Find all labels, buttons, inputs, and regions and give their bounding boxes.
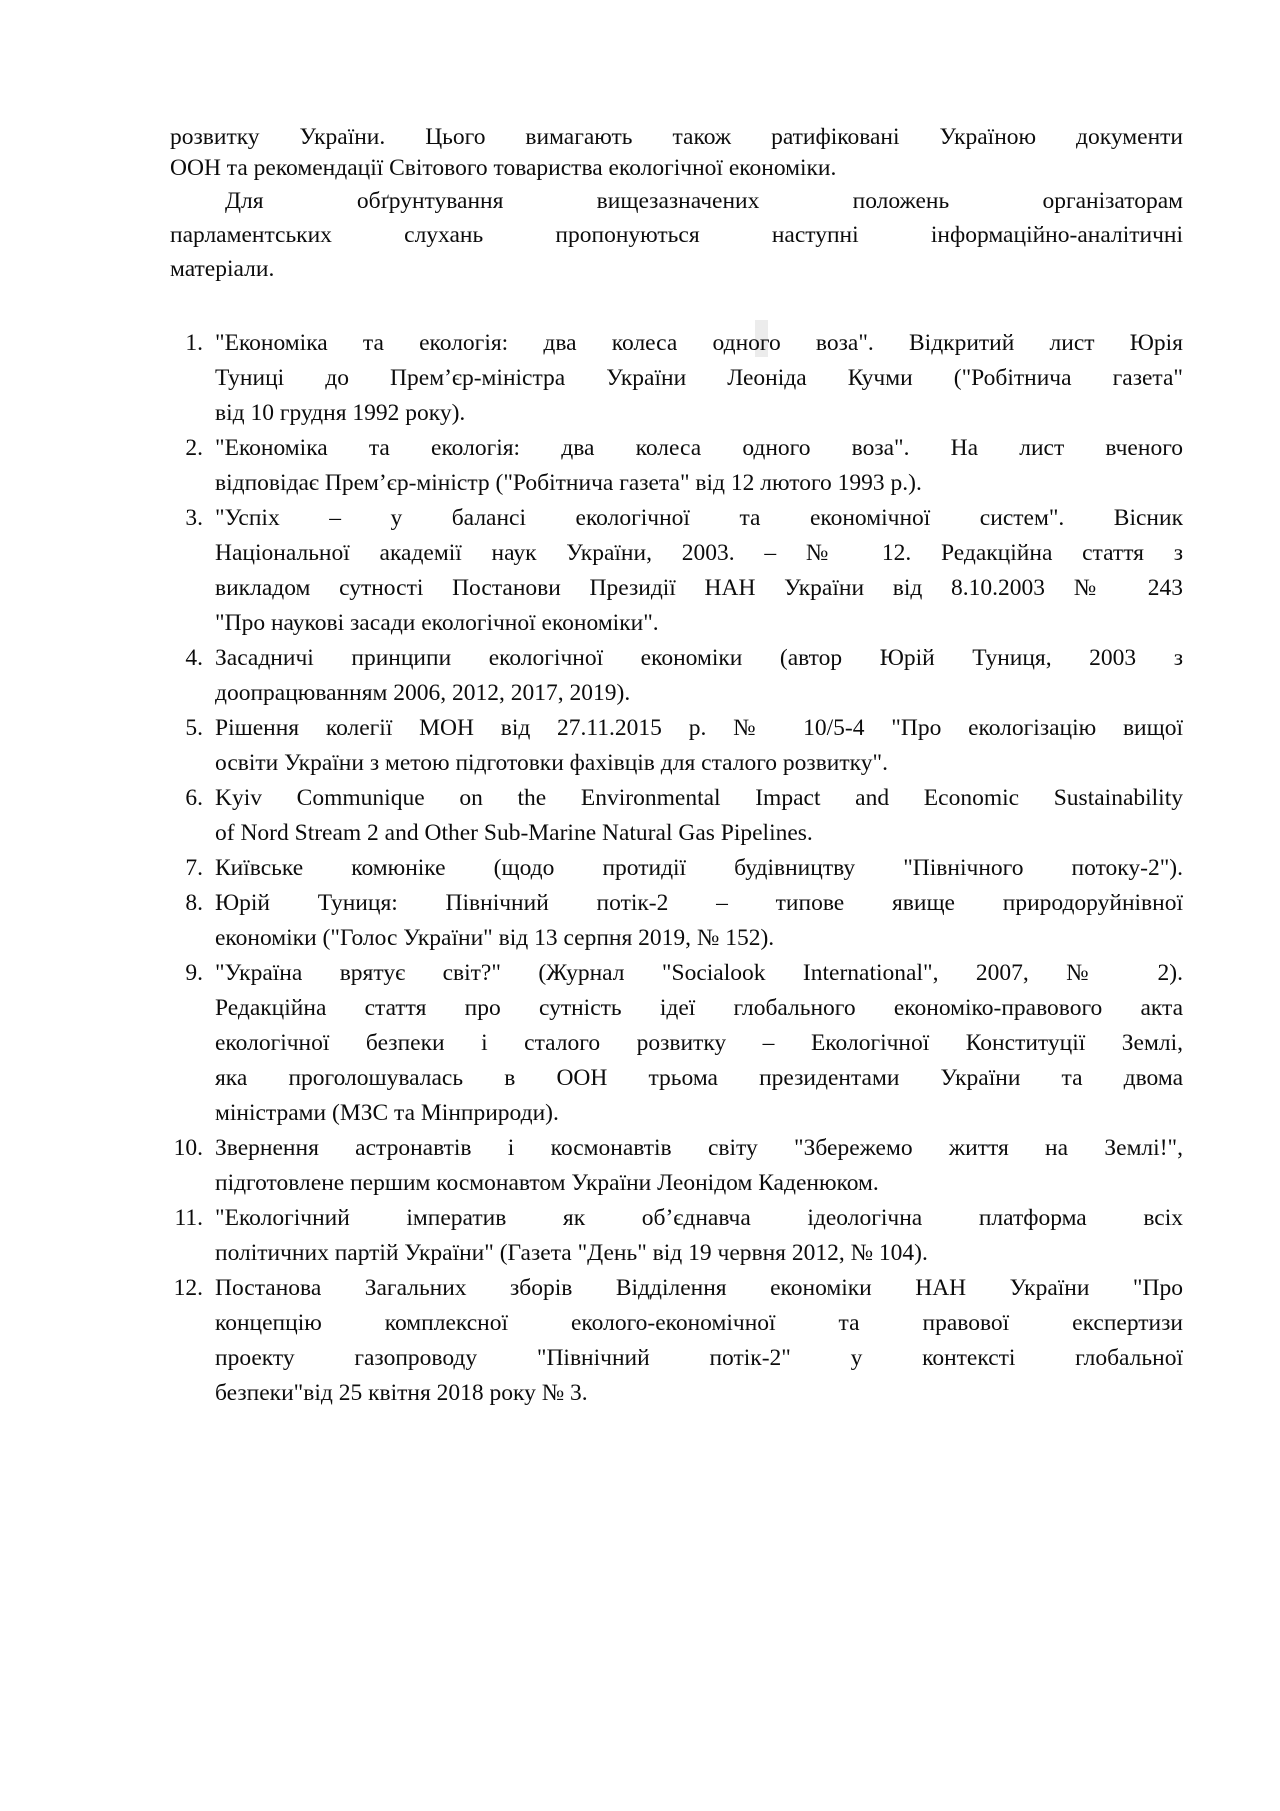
list-item-number: 1. [185,330,203,356]
text-line: Kyiv Communique on the Environmental Impact and Economic Sustainability [215,785,1183,811]
text-line: Звернення астронавтів і космонавтів світу "Збережемо життя на Землі!", [215,1135,1183,1161]
text-line: "Економіка та екологія: два колеса одного воза". Відкритий лист Юрія [215,330,1183,356]
text-line: Київське комюніке (щодо протидії будівництву "Північного потоку-2"). [215,855,1183,881]
text-line: безпеки"від 25 квітня 2018 року № 3. [215,1380,588,1406]
text-line: відповідає Прем’єр-міністр ("Робітнича газета" від 12 лютого 1993 р.). [215,470,922,496]
text-line: Засадничі принципи екологічної економіки (автор Юрій Туниця, 2003 з [215,645,1183,671]
list-item-number: 6. [185,785,203,811]
paragraph [170,184,1183,286]
list-item-text [215,781,1183,851]
materials-list [170,326,1183,1411]
text-line: "Економіка та екологія: два колеса одного воза". На лист вченого [215,435,1183,461]
list-item-text [215,1131,1183,1201]
list-item-text [215,501,1183,641]
list-item-text [215,956,1183,1131]
list-item-text [215,886,1183,956]
text-line: "Україна врятує світ?" (Журнал "Socialook International", 2007, № 2). [215,960,1183,986]
list-item-number: 3. [185,505,203,531]
text-line: Постанова Загальних зборів Відділення економіки НАН України "Про [215,1275,1183,1301]
list-item [170,781,1183,851]
list-item [170,711,1183,781]
text-line: екологічної безпеки і сталого розвитку – Екологічної Конституції Землі, [215,1030,1183,1056]
list-item-number: 4. [185,645,203,671]
document-page-content [170,122,1183,1411]
text-line: ООН та рекомендації Світового товариства екологічної економіки. [170,155,837,181]
text-line: міністрами (МЗС та Мінприроди). [215,1100,559,1126]
list-item [170,1131,1183,1201]
text-line: Редакційна стаття про сутність ідеї глобального економіко-правового акта [215,995,1183,1021]
text-line: Туниці до Прем’єр-міністра України Леоніда Кучми ("Робітнича газета" [215,365,1183,391]
list-item-text [215,431,1183,501]
text-line: "Успіх – у балансі екологічної та економічної систем". Вісник [215,505,1183,531]
text-line: of Nord Stream 2 and Other Sub-Marine Natural Gas Pipelines. [215,820,813,846]
list-item [170,886,1183,956]
text-line: політичних партій України" (Газета "День" від 19 червня 2012, № 104). [215,1240,928,1266]
list-item [170,851,1183,886]
list-item [170,1201,1183,1271]
text-line: Рішення колегії МОН від 27.11.2015 р. № 10/5-4 "Про екологізацію вищої [215,715,1183,741]
text-line: Юрій Туниця: Північний потік-2 – типове явище природоруйнівної [215,890,1183,916]
list-item-text [215,1201,1183,1271]
text-line: "Про наукові засади екологічної економіки". [215,610,659,636]
intro-paragraphs [170,122,1183,286]
list-item-number: 10. [173,1135,203,1161]
list-item-text [215,326,1183,431]
text-line: Для обґрунтування вищезазначених положень організаторам [225,188,1183,214]
list-item-number: 9. [185,960,203,986]
list-item-number: 11. [174,1205,203,1231]
text-line: освіти України з метою підготовки фахівців для сталого розвитку". [215,750,888,776]
list-item-number: 8. [185,890,203,916]
text-line: парламентських слухань пропонуються наступні інформаційно-аналітичні [170,222,1183,248]
list-item-number: 2. [185,435,203,461]
text-line: економіки ("Голос України" від 13 серпня 2019, № 152). [215,925,775,951]
list-item-number: 12. [173,1275,203,1301]
list-item-text [215,851,1183,886]
list-item [170,1271,1183,1411]
list-item [170,641,1183,711]
text-line: проекту газопроводу "Північний потік-2" у контексті глобальної [215,1345,1183,1371]
paragraph [170,122,1183,184]
list-item [170,326,1183,431]
text-line: "Екологічний імператив як об’єднавча ідеологічна платформа всіх [215,1205,1183,1231]
text-line: доопрацюванням 2006, 2012, 2017, 2019). [215,680,631,706]
text-line: матеріали. [170,256,275,282]
text-line: яка проголошувалась в ООН трьома президентами України та двома [215,1065,1183,1091]
list-item-text [215,1271,1183,1411]
text-line: від 10 грудня 1992 року). [215,400,466,426]
list-item-number: 5. [185,715,203,741]
list-item [170,956,1183,1131]
list-item-text [215,711,1183,781]
text-line: концепцію комплексної еколого-економічної та правової експертизи [215,1310,1183,1336]
text-line: викладом сутності Постанови Президії НАН України від 8.10.2003 № 243 [215,575,1183,601]
text-line: підготовлене першим космонавтом України Леонідом Каденюком. [215,1170,879,1196]
text-line: розвитку України. Цього вимагають також ратифіковані Україною документи [170,124,1183,150]
list-item-text [215,641,1183,711]
list-item-number: 7. [185,855,203,881]
text-line: Національної академії наук України, 2003. – № 12. Редакційна стаття з [215,540,1183,566]
list-item [170,501,1183,641]
list-item [170,431,1183,501]
